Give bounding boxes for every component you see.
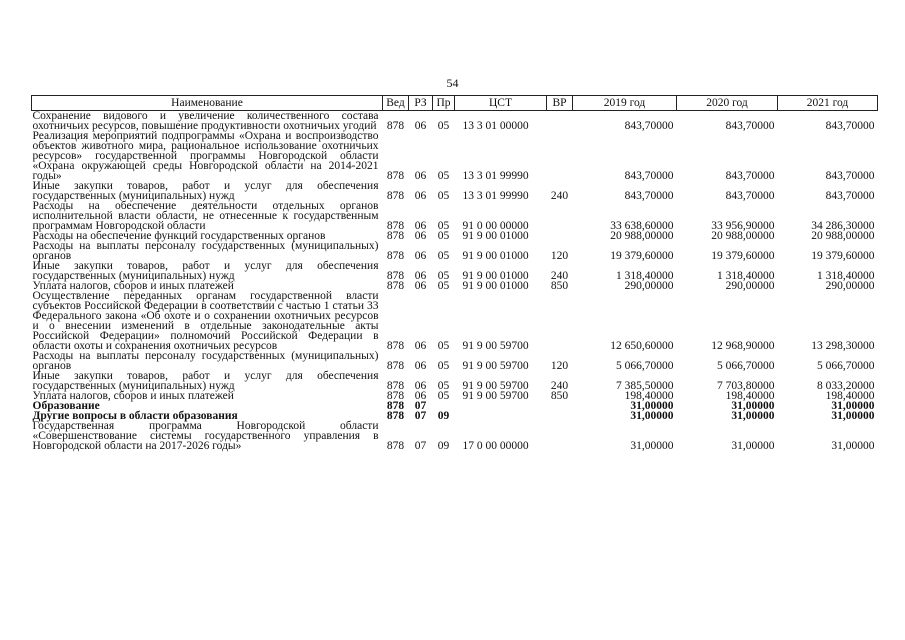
row-name: Иные закупки товаров, работ и услуг для обеспечения государственных (муниципальных) нужд bbox=[32, 260, 379, 282]
row-cst: 17 0 00 00000 bbox=[462, 440, 529, 452]
row-2019: 843,70000 bbox=[624, 170, 674, 182]
row-2021: 5 066,70000 bbox=[817, 360, 875, 372]
row-vr: 850 bbox=[550, 390, 569, 402]
row-ved: 878 bbox=[386, 250, 405, 262]
row-rz: 07 bbox=[414, 400, 427, 412]
row-name: Расходы на обеспечение функций государственных органов bbox=[32, 230, 326, 242]
row-pr: 05 bbox=[437, 360, 450, 372]
row-vr: 240 bbox=[550, 190, 569, 202]
row-2020: 290,00000 bbox=[725, 280, 775, 292]
row-rz: 06 bbox=[414, 360, 427, 372]
row-rz: 06 bbox=[414, 220, 427, 232]
header-2019: 2019 год bbox=[573, 96, 677, 111]
row-vr bbox=[547, 291, 573, 351]
header-row bbox=[32, 96, 878, 111]
row-2019: 5 066,70000 bbox=[616, 360, 674, 372]
row-cst bbox=[455, 401, 547, 411]
row-ved: 878 bbox=[386, 340, 405, 352]
row-2019: 31,00000 bbox=[630, 410, 674, 422]
table-row bbox=[32, 131, 878, 181]
row-cst: 91 9 00 01000 bbox=[462, 270, 529, 282]
row-name: Сохранение видового и увеличение количественного состава охотничьих ресурсов, повышение продуктивности охотничьих угодий bbox=[32, 110, 379, 132]
row-name: Уплата налогов, сборов и иных платежей bbox=[32, 390, 234, 402]
row-2021: 843,70000 bbox=[825, 190, 875, 202]
row-2021: 13 298,30000 bbox=[811, 340, 875, 352]
row-ved: 878 bbox=[386, 170, 405, 182]
row-rz: 06 bbox=[414, 270, 427, 282]
row-cst: 91 9 00 01000 bbox=[462, 230, 529, 242]
row-2020: 19 379,60000 bbox=[711, 250, 775, 262]
table-row bbox=[32, 241, 878, 261]
row-vr: 120 bbox=[550, 250, 569, 262]
row-2020: 5 066,70000 bbox=[717, 360, 775, 372]
header-vr: ВР bbox=[547, 96, 573, 111]
table-row bbox=[32, 181, 878, 201]
budget-table bbox=[31, 95, 878, 451]
table-row bbox=[32, 111, 878, 132]
row-cst: 13 3 01 00000 bbox=[462, 120, 529, 132]
header-pr: Пр bbox=[433, 96, 455, 111]
row-ved: 878 bbox=[386, 220, 405, 232]
row-2020: 843,70000 bbox=[725, 170, 775, 182]
row-pr: 05 bbox=[437, 120, 450, 132]
row-2019: 7 385,50000 bbox=[616, 380, 674, 392]
row-name: Иные закупки товаров, работ и услуг для обеспечения государственных (муниципальных) нужд bbox=[32, 370, 379, 392]
row-name: Уплата налогов, сборов и иных платежей bbox=[32, 280, 234, 292]
row-2021: 290,00000 bbox=[825, 280, 875, 292]
table-row bbox=[32, 261, 878, 281]
header-cst: ЦСТ bbox=[455, 96, 547, 111]
row-vr: 240 bbox=[550, 270, 569, 282]
row-ved: 878 bbox=[386, 360, 405, 372]
row-2020: 31,00000 bbox=[731, 440, 775, 452]
row-2020: 31,00000 bbox=[731, 410, 775, 422]
row-name: Иные закупки товаров, работ и услуг для обеспечения государственных (муниципальных) нужд bbox=[32, 180, 379, 202]
row-rz: 06 bbox=[414, 170, 427, 182]
row-vr: 240 bbox=[550, 380, 569, 392]
row-2020: 843,70000 bbox=[725, 190, 775, 202]
row-cst: 91 9 00 01000 bbox=[462, 250, 529, 262]
row-rz: 06 bbox=[414, 390, 427, 402]
row-name: Реализация мероприятий подпрограммы «Охрана и воспроизводство объектов животного мира, рациональное использование охотничьих ресурсов» государственной программы Новгородской области «Охрана окружающей среды Новгородской области на 2014-2021 годы» bbox=[32, 130, 379, 182]
row-ved: 878 bbox=[386, 390, 405, 402]
header-2021: 2021 год bbox=[778, 96, 878, 111]
row-ved: 878 bbox=[386, 380, 405, 392]
row-2019: 12 650,60000 bbox=[610, 340, 674, 352]
row-cst: 91 9 00 59700 bbox=[462, 380, 529, 392]
row-2019: 31,00000 bbox=[630, 400, 674, 412]
row-vr bbox=[547, 401, 573, 411]
row-2020: 843,70000 bbox=[725, 120, 775, 132]
row-name: Расходы на обеспечение деятельности отдельных органов исполнительной власти области, не отнесенные к государственным программам Новгородской области bbox=[32, 200, 379, 232]
header-rz: РЗ bbox=[409, 96, 433, 111]
row-2021: 31,00000 bbox=[831, 440, 875, 452]
row-pr: 05 bbox=[437, 250, 450, 262]
row-2021: 20 988,00000 bbox=[811, 230, 875, 242]
row-2020: 198,40000 bbox=[725, 390, 775, 402]
header-name: Наименование bbox=[32, 96, 383, 111]
row-2020: 33 956,90000 bbox=[711, 220, 775, 232]
row-2019: 843,70000 bbox=[624, 190, 674, 202]
row-rz: 06 bbox=[414, 380, 427, 392]
row-2020: 1 318,40000 bbox=[717, 270, 775, 282]
row-pr: 09 bbox=[437, 410, 450, 422]
row-pr: 05 bbox=[437, 340, 450, 352]
row-name: Другие вопросы в области образования bbox=[32, 410, 238, 422]
row-2021: 31,00000 bbox=[831, 400, 875, 412]
row-name: Расходы на выплаты персоналу государственных (муниципальных) органов bbox=[32, 350, 379, 372]
row-rz: 06 bbox=[414, 120, 427, 132]
row-cst: 13 3 01 99990 bbox=[462, 190, 529, 202]
table-body bbox=[32, 111, 878, 452]
row-rz: 06 bbox=[414, 280, 427, 292]
page-number: 54 bbox=[446, 76, 459, 90]
row-2019: 19 379,60000 bbox=[610, 250, 674, 262]
row-2019: 20 988,00000 bbox=[610, 230, 674, 242]
row-name: Осуществление переданных органам государственной власти субъектов Российской Федерации в соответствии с частью 1 статьи 33 Федерального закона «Об охоте и о сохранении охотничьих ресурсов и о внесении изменений в отдельные законодательные акты Российской Федерации» полномочий Российской Федерации в области охоты и сохранения охотничьих ресурсов bbox=[32, 290, 379, 352]
row-name: Расходы на выплаты персоналу государственных (муниципальных) органов bbox=[32, 240, 379, 262]
row-vr: 120 bbox=[550, 360, 569, 372]
row-2020: 31,00000 bbox=[731, 400, 775, 412]
row-2019: 290,00000 bbox=[624, 280, 674, 292]
row-2021: 34 286,30000 bbox=[811, 220, 875, 232]
row-pr: 05 bbox=[437, 270, 450, 282]
row-2019: 33 638,60000 bbox=[610, 220, 674, 232]
table-row bbox=[32, 421, 878, 451]
row-cst bbox=[455, 411, 547, 421]
row-cst: 91 0 00 00000 bbox=[462, 220, 529, 232]
header-2020: 2020 год bbox=[677, 96, 778, 111]
row-2019: 31,00000 bbox=[630, 440, 674, 452]
header-ved: Вед bbox=[383, 96, 409, 111]
row-ved: 878 bbox=[386, 280, 405, 292]
row-ved: 878 bbox=[386, 410, 405, 422]
row-ved: 878 bbox=[386, 230, 405, 242]
row-rz: 06 bbox=[414, 340, 427, 352]
table-row bbox=[32, 351, 878, 371]
row-vr bbox=[547, 421, 573, 451]
row-vr bbox=[547, 111, 573, 132]
row-pr: 05 bbox=[437, 390, 450, 402]
row-cst: 91 9 00 59700 bbox=[462, 390, 529, 402]
row-2021: 198,40000 bbox=[825, 390, 875, 402]
row-rz: 06 bbox=[414, 250, 427, 262]
row-cst: 91 9 00 59700 bbox=[462, 340, 529, 352]
row-ved: 878 bbox=[386, 270, 405, 282]
row-rz: 07 bbox=[414, 410, 427, 422]
row-pr: 05 bbox=[437, 230, 450, 242]
row-2021: 843,70000 bbox=[825, 120, 875, 132]
row-2021: 1 318,40000 bbox=[817, 270, 875, 282]
row-vr: 850 bbox=[550, 280, 569, 292]
row-2019: 198,40000 bbox=[624, 390, 674, 402]
row-pr: 05 bbox=[437, 170, 450, 182]
row-2019: 843,70000 bbox=[624, 120, 674, 132]
row-2019: 1 318,40000 bbox=[616, 270, 674, 282]
row-rz: 07 bbox=[414, 440, 427, 452]
row-2021: 843,70000 bbox=[825, 170, 875, 182]
row-name: Государственная программа Новгородской области «Совершенствование системы государственного управления в Новгородской области на 2017-2026 годы» bbox=[32, 420, 379, 452]
row-pr: 05 bbox=[437, 380, 450, 392]
row-rz: 06 bbox=[414, 190, 427, 202]
table-row bbox=[32, 371, 878, 391]
row-pr: 05 bbox=[437, 280, 450, 292]
row-ved: 878 bbox=[386, 120, 405, 132]
row-cst: 91 9 00 59700 bbox=[462, 360, 529, 372]
row-2020: 12 968,90000 bbox=[711, 340, 775, 352]
row-name: Образование bbox=[32, 400, 100, 412]
row-2021: 8 033,20000 bbox=[817, 380, 875, 392]
row-ved: 878 bbox=[386, 190, 405, 202]
row-vr bbox=[547, 411, 573, 421]
row-vr bbox=[547, 131, 573, 181]
row-cst: 13 3 01 99990 bbox=[462, 170, 529, 182]
row-2020: 7 703,80000 bbox=[717, 380, 775, 392]
row-2021: 19 379,60000 bbox=[811, 250, 875, 262]
row-vr bbox=[547, 231, 573, 241]
row-pr: 05 bbox=[437, 190, 450, 202]
row-vr bbox=[547, 201, 573, 231]
row-rz: 06 bbox=[414, 230, 427, 242]
row-2021: 31,00000 bbox=[831, 410, 875, 422]
table-row bbox=[32, 201, 878, 231]
row-ved: 878 bbox=[386, 440, 405, 452]
row-cst: 91 9 00 01000 bbox=[462, 280, 529, 292]
row-ved: 878 bbox=[386, 400, 405, 412]
table-row bbox=[32, 291, 878, 351]
row-pr: 09 bbox=[437, 440, 450, 452]
row-pr: 05 bbox=[437, 220, 450, 232]
row-2020: 20 988,00000 bbox=[711, 230, 775, 242]
